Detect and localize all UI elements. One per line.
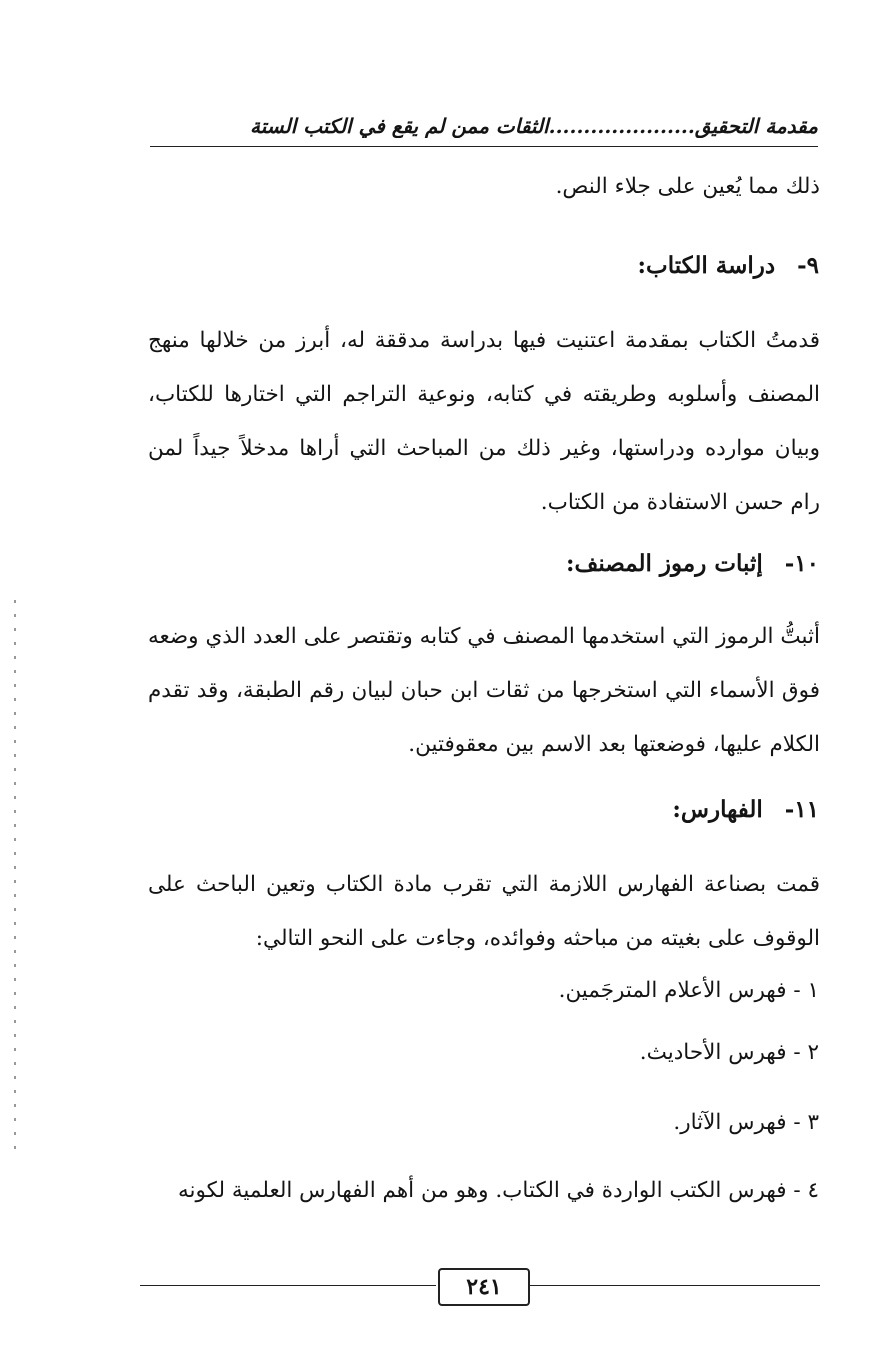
list-item: ٣ - فهرس الآثار. <box>673 1110 819 1135</box>
footer-rule-left <box>140 1285 436 1286</box>
section-heading-9 <box>638 252 819 279</box>
section-title-9: دراسة الكتاب: <box>637 252 776 279</box>
list-item: ١ - فهرس الأعلام المترجَمين. <box>558 978 819 1003</box>
page-number: ٢٤١ <box>438 1268 530 1306</box>
scan-margin-dots <box>14 600 16 1160</box>
list-item: ٤ - فهرس الكتب الواردة في الكتاب. وهو من أهم الفهارس العلمية لكونه <box>178 1178 819 1203</box>
intro-line: ذلك مما يُعين على جلاء النص. <box>555 174 820 199</box>
section-heading-10 <box>566 550 819 577</box>
list-item: ٢ - فهرس الأحاديث. <box>639 1040 819 1065</box>
running-header: مقدمة التحقيق.....................الثقات ممن لم يقع في الكتب الستة <box>250 114 818 138</box>
header-rule <box>150 146 818 147</box>
section-heading-11 <box>672 796 819 823</box>
section-text-11: قمت بصناعة الفهارس اللازمة التي تقرب مادة الكتاب وتعين الباحث على الوقوف على بغيته من مباحثه وفوائده، وجاءت على النحو التالي: <box>148 872 820 951</box>
section-title-11: الفهارس: <box>672 796 763 823</box>
section-text-9: قدمتُ الكتاب بمقدمة اعتنيت فيها بدراسة مدققة له، أبرز من خلالها منهج المصنف وأسلوبه وطريقته في كتابه، ونوعية التراجم التي اختارها للكتاب، وبيان موارده ودراستها، وغير ذلك من المباحث التي أراها مدخلاً جيداً لمن رام حسن الاستفادة من الكتاب. <box>148 328 820 515</box>
section-number-11: ١١- <box>784 796 819 823</box>
section-number-10: ١٠- <box>784 550 819 577</box>
section-title-10: إثبات رموز المصنف: <box>566 550 763 577</box>
section-number-9: ٩- <box>797 252 819 279</box>
section-text-10: أثبتُّ الرموز التي استخدمها المصنف في كتابه وتقتصر على العدد الذي وضعه فوق الأسماء التي استخرجها من ثقات ابن حبان لبيان رقم الطبقة، وقد تقدم الكلام عليها، فوضعتها بعد الاسم بين معقوفتين. <box>148 624 820 757</box>
footer-rule-right <box>528 1285 820 1286</box>
